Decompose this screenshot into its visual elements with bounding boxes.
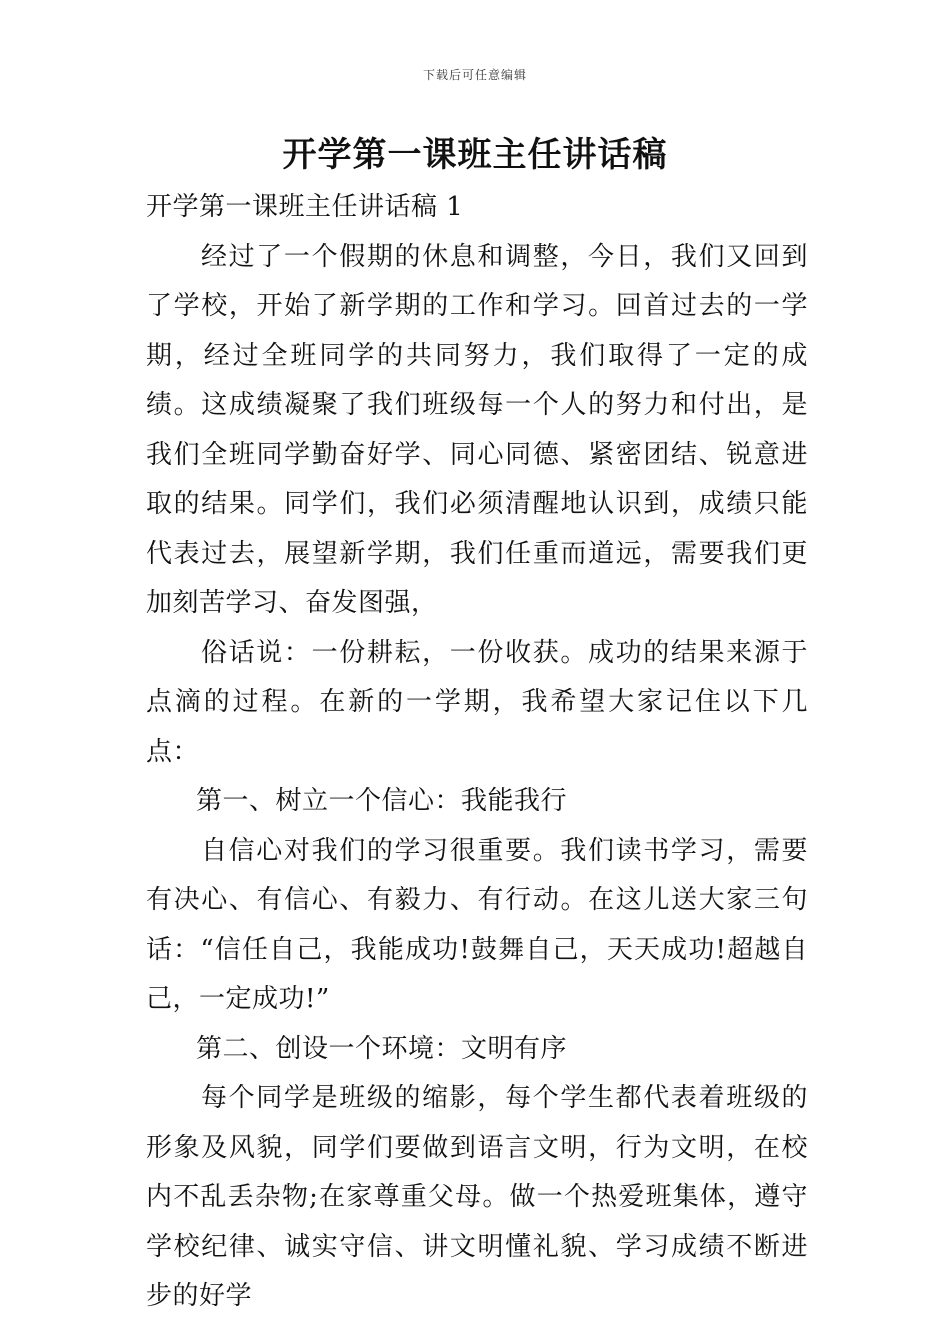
document-title: 开学第一课班主任讲话稿 <box>282 135 668 175</box>
point-heading-2: 第二、创设一个环境：文明有序 <box>196 1033 568 1064</box>
document-body <box>146 183 808 1322</box>
header-note: 下载后可任意编辑 <box>422 68 527 82</box>
point-heading-1: 第一、树立一个信心：我能我行 <box>196 786 568 816</box>
section-subtitle: 开学第一课班主任讲话稿 1 <box>146 192 464 222</box>
paragraph-3: 自信心对我们的学习很重要。我们读书学习，需要有决心、有信心、有毅力、有行动。在这儿送大家三句话：“信任自己，我能成功!鼓舞自己，天天成功!超越自己，一定成功!” <box>146 835 808 1014</box>
paragraph-1: 经过了一个假期的休息和调整，今日，我们又回到了学校，开始了新学期的工作和学习。回首过去的一学期，经过全班同学的共同努力，我们取得了一定的成绩。这成绩凝聚了我们班级每一个人的努力和付出，是我们全班同学勤奋好学、同心同德、紧密团结、锐意进取的结果。同学们，我们必须清醒地认识到，成绩只能代表过去，展望新学期，我们任重而道远，需要我们更加刻苦学习、奋发图强， <box>146 241 808 618</box>
paragraph-4: 每个同学是班级的缩影，每个学生都代表着班级的形象及风貌，同学们要做到语言文明，行为文明，在校内不乱丢杂物;在家尊重父母。做一个热爱班集体，遵守学校纪律、诚实守信、讲文明懂礼貌、学习成绩不断进步的好学 <box>146 1083 808 1311</box>
paragraph-2: 俗话说：一份耕耘，一份收获。成功的结果来源于点滴的过程。在新的一学期，我希望大家记住以下几点： <box>146 637 808 767</box>
